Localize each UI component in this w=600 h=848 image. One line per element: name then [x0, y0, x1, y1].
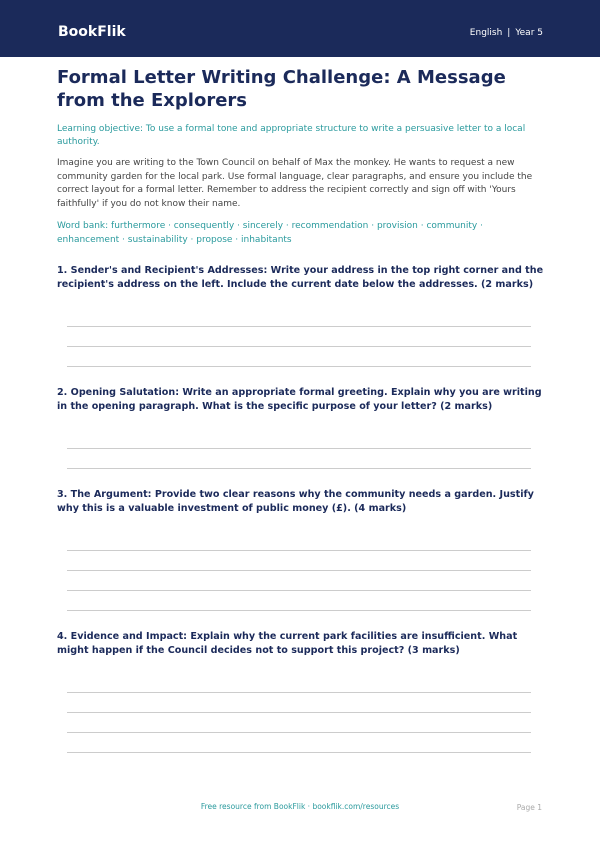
- subject-year: [470, 28, 543, 38]
- footer-resource-link[interactable]: Free resource from BookFlik · bookflik.com/resources: [200, 802, 400, 811]
- intro-paragraph: Imagine you are writing to the Town Council on behalf of Max the monkey. He wants to request a new community garden for the local park. Use formal language, clear paragraphs, and ensure you include the correct layout for a formal letter. Remember to address the recipient correctly and sign off with 'Yours faithfully' if you do not know their name.: [57, 158, 533, 209]
- answer-line[interactable]: [67, 346, 531, 347]
- answer-line[interactable]: [67, 326, 531, 327]
- question-3: 3. The Argument: Provide two clear reasons why the community needs a garden. Justify why this is a valuable investment of public money (£). (4 marks): [57, 489, 534, 514]
- page-number: Page 1: [516, 803, 542, 812]
- answer-line[interactable]: [67, 366, 531, 367]
- page-header: [0, 0, 600, 57]
- answer-line[interactable]: [67, 570, 531, 571]
- answer-line[interactable]: [67, 590, 531, 591]
- answer-line[interactable]: [67, 732, 531, 733]
- answer-line[interactable]: [67, 468, 531, 469]
- word-bank: Word bank: furthermore · consequently · sincerely · recommendation · provision · community · enhancement · sustainability · propose · inhabitants: [57, 221, 483, 245]
- question-2: 2. Opening Salutation: Write an appropriate formal greeting. Explain why you are writing in the opening paragraph. What is the specific purpose of your letter? (2 marks): [57, 387, 542, 412]
- answer-line[interactable]: [67, 448, 531, 449]
- year-label: Year 5: [515, 28, 543, 38]
- question-4: 4. Evidence and Impact: Explain why the current park facilities are insufficient. What might happen if the Council decides not to support this project? (3 marks): [57, 631, 518, 656]
- answer-line[interactable]: [67, 692, 531, 693]
- answer-line[interactable]: [67, 712, 531, 713]
- brand-logo: BookFlik: [58, 24, 126, 40]
- answer-line[interactable]: [67, 610, 531, 611]
- answer-line[interactable]: [67, 752, 531, 753]
- subject-label: English: [469, 28, 503, 38]
- learning-objective: Learning objective: To use a formal tone and appropriate structure to write a persuasive letter to a local authority.: [57, 124, 526, 147]
- answer-line[interactable]: [67, 550, 531, 551]
- worksheet-title: Formal Letter Writing Challenge: A Message from the Explorers: [57, 67, 506, 111]
- question-1: 1. Sender's and Recipient's Addresses: Write your address in the top right corner and the recipient's address on the left. Include the current date below the addresses. (2 marks): [57, 265, 544, 290]
- meta-separator: |: [507, 28, 511, 38]
